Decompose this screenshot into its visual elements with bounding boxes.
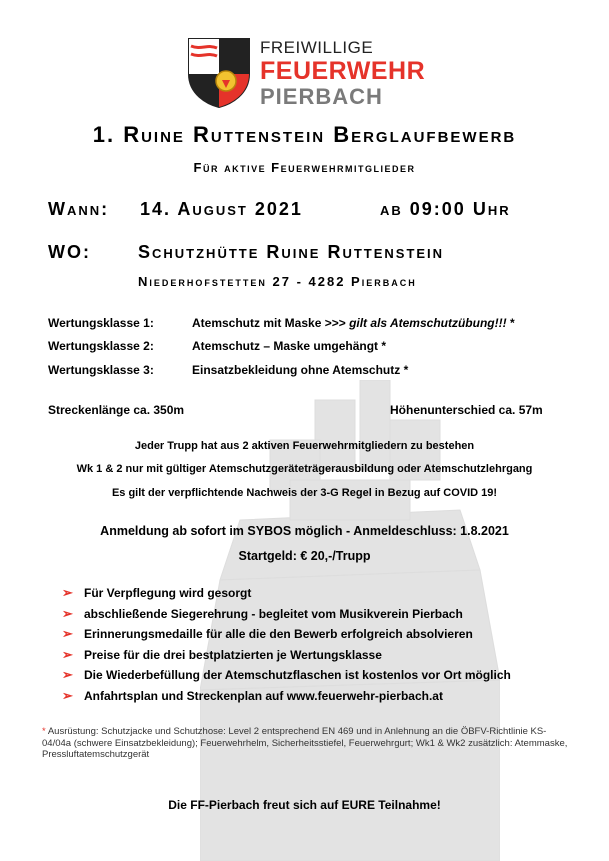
rule-line: Es gilt der verpflichtende Nachweis der 3-G Regel in Bezug auf COVID 19! bbox=[111, 487, 498, 499]
arrow-icon: ➢ bbox=[62, 585, 73, 601]
event-location: Schutzhütte Ruine Ruttenstein bbox=[138, 242, 445, 262]
closing-message: Die FF-Pierbach freut sich auf EURE Teilnahme! bbox=[168, 798, 441, 812]
class-3-desc: Einsatzbekleidung ohne Atemschutz * bbox=[192, 363, 409, 377]
entry-fee: Startgeld: € 20,-/Trupp bbox=[238, 549, 371, 563]
registration-info: Anmeldung ab sofort im SYBOS möglich - Anmeldeschluss: 1.8.2021 bbox=[100, 524, 509, 538]
coat-of-arms-logo bbox=[186, 36, 252, 108]
equipment-footnote: * Ausrüstung: Schutzjacke und Schutzhose: Level 2 entsprechend EN 469 und in Anlehnung an die ÖBFV-Richtlinie KS-04/04a (schwere Einsatzbekleidung); Feuerwehrhelm, Sicherheitsstiefel, Feuerwehrgurt; Wk1 & Wk2 zusätzlich: Atemmaske, Pressluftatemschutzgerät bbox=[42, 726, 568, 760]
list-item: ➢ abschließende Siegerehrung - begleitet vom Musikverein Pierbach bbox=[62, 605, 463, 621]
rule-line: Jeder Trupp hat aus 2 aktiven Feuerwehrmitgliedern zu bestehen bbox=[134, 440, 475, 452]
course-length: Streckenlänge ca. 350m bbox=[48, 403, 185, 417]
class-2-desc: Atemschutz – Maske umgehängt * bbox=[192, 339, 387, 353]
arrow-icon: ➢ bbox=[62, 687, 73, 703]
arrow-icon: ➢ bbox=[62, 605, 73, 621]
event-time: ab 09:00 Uhr bbox=[380, 199, 511, 219]
arrow-icon: ➢ bbox=[62, 667, 73, 683]
event-address: Niederhofstetten 27 - 4282 Pierbach bbox=[138, 274, 417, 289]
list-item: ➢ Erinnerungsmedaille für alle die den Bewerb erfolgreich absolvieren bbox=[62, 626, 473, 642]
list-item: ➢ Preise für die drei bestplatzierten je Wertungsklasse bbox=[62, 646, 382, 662]
list-item: ➢ Anfahrtsplan und Streckenplan auf www.feuerwehr-pierbach.at bbox=[62, 687, 443, 703]
event-subtitle: Für aktive Feuerwehrmitglieder bbox=[193, 160, 416, 175]
list-item: ➢ Die Wiederbefüllung der Atemschutzflaschen ist kostenlos vor Ort möglich bbox=[62, 667, 511, 683]
class-1-label: Wertungsklasse 1: bbox=[48, 316, 154, 330]
org-name-line1: FREIWILLIGE bbox=[260, 38, 374, 57]
benefits-list bbox=[62, 583, 511, 706]
arrow-icon: ➢ bbox=[62, 646, 73, 662]
class-3-label: Wertungsklasse 3: bbox=[48, 363, 154, 377]
org-name-line3: PIERBACH bbox=[260, 84, 383, 109]
org-name-line2: FEUERWEHR bbox=[260, 57, 426, 85]
class-1-desc: Atemschutz mit Maske >>> gilt als Atemschutzübung!!! * bbox=[192, 316, 515, 330]
event-title: 1. Ruine Ruttenstein Berglaufbewerb bbox=[92, 122, 517, 147]
list-item: ➢ Für Verpflegung wird gesorgt bbox=[62, 585, 252, 601]
event-date: 14. August 2021 bbox=[140, 199, 303, 219]
elevation-gain: Höhenunterschied ca. 57m bbox=[390, 403, 543, 417]
rule-line: Wk 1 & 2 nur mit gültiger Atemschutzgeräteträgerausbildung oder Atemschutzlehrgang bbox=[76, 463, 533, 475]
when-label: Wann: bbox=[48, 199, 110, 219]
where-label: WO: bbox=[48, 242, 91, 262]
class-2-label: Wertungsklasse 2: bbox=[48, 339, 154, 353]
arrow-icon: ➢ bbox=[62, 626, 73, 642]
